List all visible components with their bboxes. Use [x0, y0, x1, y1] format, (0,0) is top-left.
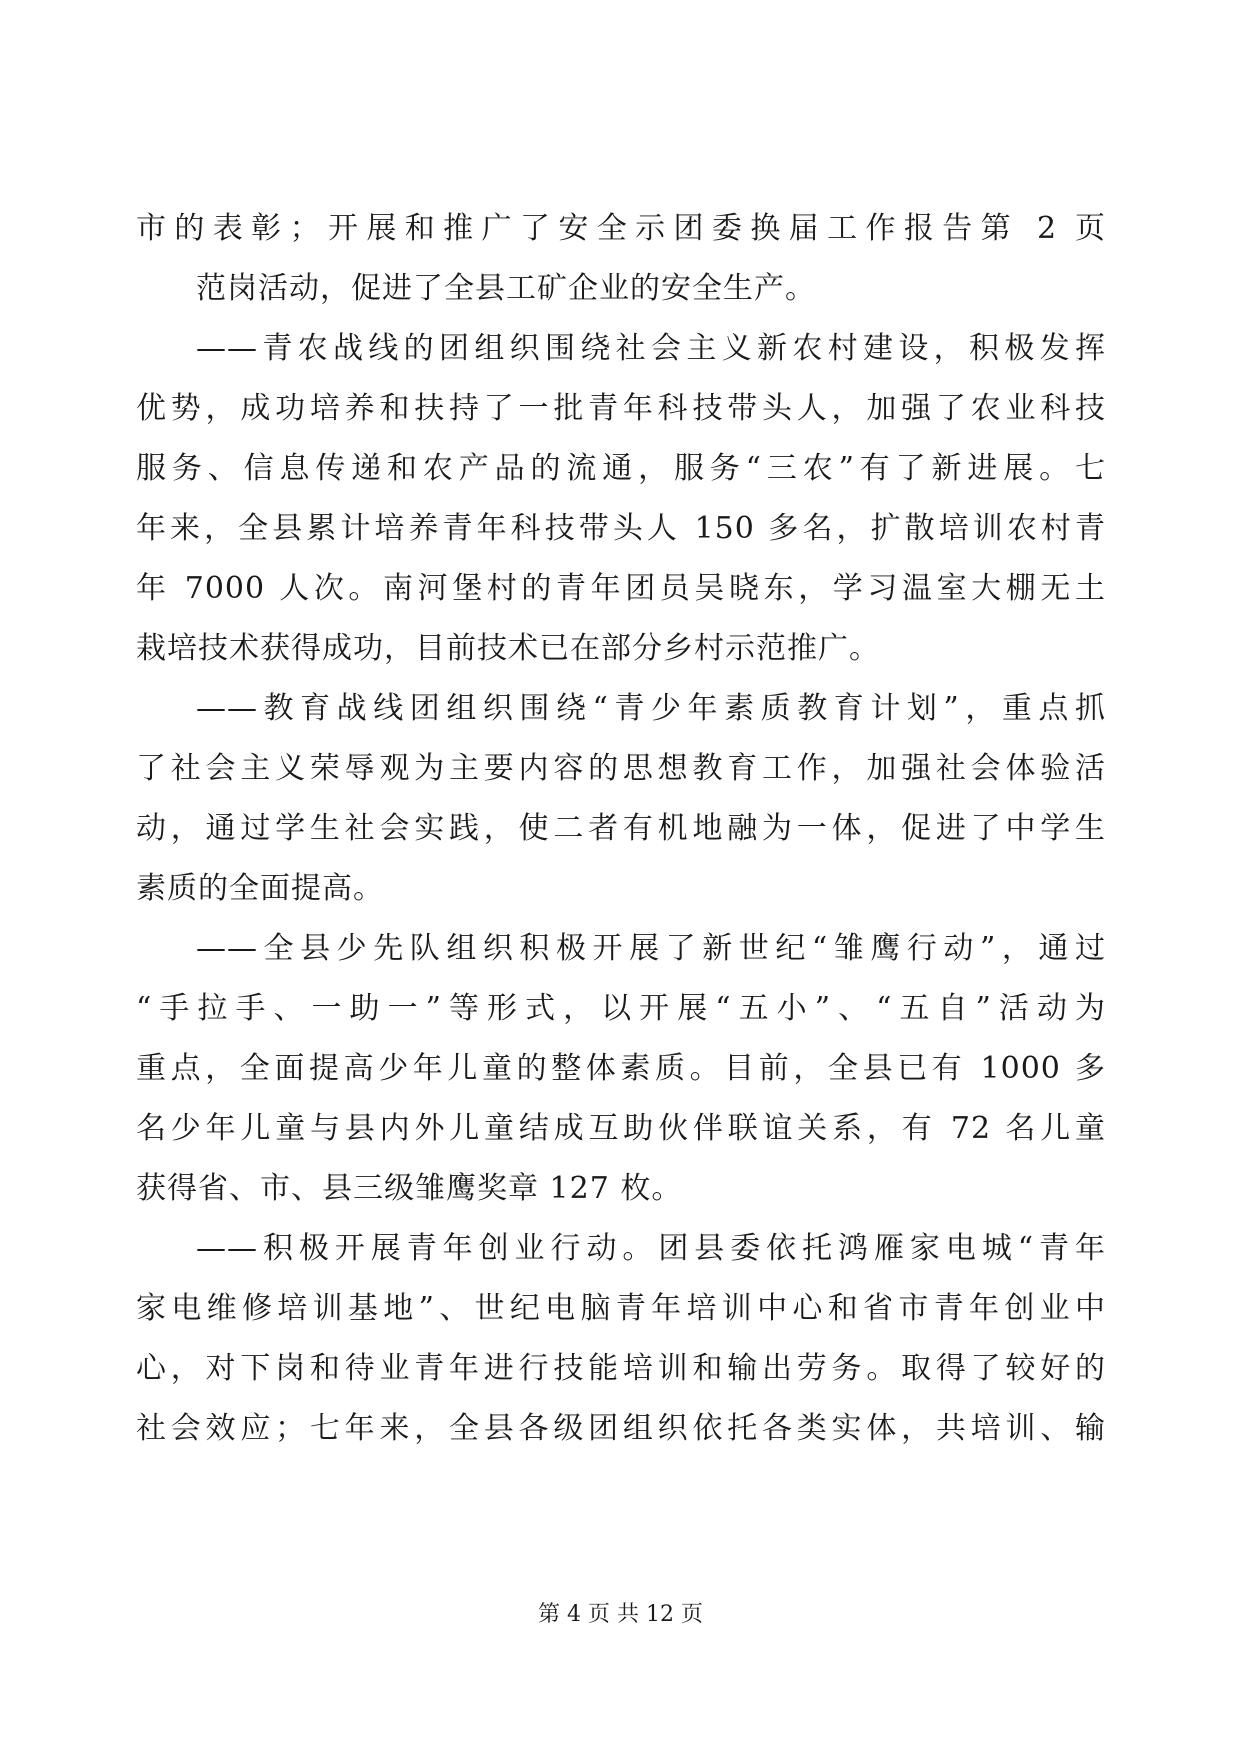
page-number-footer: 第 4 页 共 12 页 — [538, 1602, 703, 1627]
text-line-1: 市的表彰；开展和推广了安全示团委换届工作报告第 2 页 — [136, 211, 1106, 246]
text-line-2: 范岗活动，促进了全县工矿企业的安全生产。 — [196, 271, 816, 306]
text-line-4: 优势，成功培养和扶持了一批青年科技带头人，加强了农业科技 — [136, 391, 1106, 426]
text-line-9: ——教育战线团组织围绕“青少年素质教育计划”，重点抓 — [196, 691, 1106, 726]
text-line-20: 心，对下岗和待业青年进行技能培训和输出劳务。取得了较好的 — [136, 1351, 1106, 1386]
text-line-8: 栽培技术获得成功，目前技术已在部分乡村示范推广。 — [136, 631, 880, 666]
text-line-21: 社会效应；七年来，全县各级团组织依托各类实体，共培训、输 — [136, 1411, 1106, 1446]
text-line-15: 重点，全面提高少年儿童的整体素质。目前，全县已有 1000 多 — [136, 1051, 1106, 1086]
text-line-6: 年来，全县累计培养青年科技带头人 150 多名，扩散培训农村青 — [136, 511, 1106, 546]
text-line-10: 了社会主义荣辱观为主要内容的思想教育工作，加强社会体验活 — [136, 751, 1106, 786]
text-line-16: 名少年儿童与县内外儿童结成互助伙伴联谊关系，有 72 名儿童 — [136, 1111, 1106, 1146]
text-line-14: “手拉手、一助一”等形式，以开展“五小”、“五自”活动为 — [136, 991, 1106, 1026]
text-line-12: 素质的全面提高。 — [136, 871, 384, 906]
text-line-7: 年 7000 人次。南河堡村的青年团员吴晓东，学习温室大棚无土 — [136, 571, 1106, 606]
text-line-17: 获得省、市、县三级雏鹰奖章 127 枚。 — [136, 1171, 683, 1206]
text-line-3: ——青农战线的团组织围绕社会主义新农村建设，积极发挥 — [196, 331, 1106, 366]
text-line-5: 服务、信息传递和农产品的流通，服务“三农”有了新进展。七 — [136, 451, 1106, 486]
text-line-11: 动，通过学生社会实践，使二者有机地融为一体，促进了中学生 — [136, 811, 1106, 846]
text-line-18: ——积极开展青年创业行动。团县委依托鸿雁家电城“青年 — [196, 1231, 1106, 1266]
text-line-19: 家电维修培训基地”、世纪电脑青年培训中心和省市青年创业中 — [136, 1291, 1106, 1326]
text-line-13: ——全县少先队组织积极开展了新世纪“雏鹰行动”，通过 — [196, 931, 1106, 966]
